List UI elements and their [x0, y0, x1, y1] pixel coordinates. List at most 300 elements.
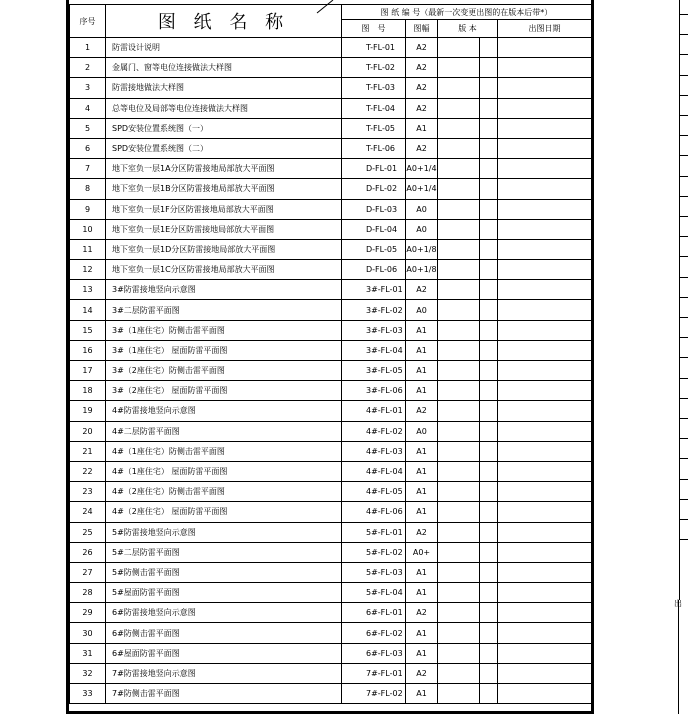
row-no: 17: [70, 361, 106, 381]
row-no: 20: [70, 421, 106, 441]
table-row: [70, 361, 592, 381]
row-version: [438, 381, 480, 401]
row-no: 1: [70, 38, 106, 58]
row-version: [438, 502, 480, 522]
header-date: 出图日期: [498, 20, 592, 38]
row-version: [438, 643, 480, 663]
table-row: [70, 583, 592, 603]
row-version-mark: [480, 138, 498, 158]
row-code: T-FL-06: [342, 138, 406, 158]
title-block-divider: [678, 600, 679, 714]
row-version: [438, 138, 480, 158]
row-code: T-FL-03: [342, 78, 406, 98]
row-date: [498, 603, 592, 623]
row-name: 6#防雷接地竖向示意图: [106, 603, 342, 623]
row-name: 5#二层防雷平面图: [106, 542, 342, 562]
row-version: [438, 199, 480, 219]
row-code: 6#-FL-02: [342, 623, 406, 643]
row-no: 12: [70, 260, 106, 280]
row-date: [498, 320, 592, 340]
title-block-tick: [679, 176, 688, 177]
row-size: A1: [406, 502, 438, 522]
title-block-tick: [679, 337, 688, 338]
row-name: 6#防侧击雷平面图: [106, 623, 342, 643]
row-no: 3: [70, 78, 106, 98]
row-size: A1: [406, 361, 438, 381]
row-version-mark: [480, 381, 498, 401]
row-code: 7#-FL-02: [342, 684, 406, 704]
row-version-mark: [480, 219, 498, 239]
row-date: [498, 401, 592, 421]
row-size: A2: [406, 401, 438, 421]
row-date: [498, 300, 592, 320]
title-block-tick: [679, 14, 688, 15]
table-row: [70, 320, 592, 340]
title-block-tick: [679, 519, 688, 520]
row-code: 3#-FL-04: [342, 340, 406, 360]
row-name: 防雷设计说明: [106, 38, 342, 58]
header-group-title: 图 纸 编 号（最新一次变更出图的在版本后带*）: [342, 5, 592, 20]
row-version-mark: [480, 159, 498, 179]
table-row: [70, 643, 592, 663]
row-date: [498, 583, 592, 603]
row-date: [498, 441, 592, 461]
row-date: [498, 280, 592, 300]
row-no: 27: [70, 562, 106, 582]
row-version-mark: [480, 684, 498, 704]
row-code: 3#-FL-06: [342, 381, 406, 401]
row-date: [498, 502, 592, 522]
row-code: 4#-FL-01: [342, 401, 406, 421]
row-version: [438, 239, 480, 259]
row-size: A0+1/8: [406, 239, 438, 259]
row-date: [498, 219, 592, 239]
row-version: [438, 361, 480, 381]
header-no: 序号: [70, 5, 106, 38]
row-version-mark: [480, 361, 498, 381]
table-row: [70, 522, 592, 542]
row-version-mark: [480, 340, 498, 360]
row-code: T-FL-02: [342, 58, 406, 78]
row-size: A1: [406, 118, 438, 138]
table-row: [70, 502, 592, 522]
row-name: 7#防侧击雷平面图: [106, 684, 342, 704]
row-size: A2: [406, 663, 438, 683]
row-code: 3#-FL-02: [342, 300, 406, 320]
row-no: 30: [70, 623, 106, 643]
row-version-mark: [480, 260, 498, 280]
row-code: 4#-FL-03: [342, 441, 406, 461]
row-version: [438, 603, 480, 623]
row-no: 21: [70, 441, 106, 461]
row-code: 6#-FL-03: [342, 643, 406, 663]
title-block-tick: [679, 357, 688, 358]
table-row: [70, 219, 592, 239]
row-code: D-FL-06: [342, 260, 406, 280]
table-row: [70, 562, 592, 582]
header-row-1: [70, 5, 592, 20]
row-name: 3#（2座住宅）防侧击雷平面图: [106, 361, 342, 381]
row-version-mark: [480, 98, 498, 118]
table-row: [70, 603, 592, 623]
row-size: A2: [406, 138, 438, 158]
row-name: 4#防雷接地竖向示意图: [106, 401, 342, 421]
row-code: D-FL-02: [342, 179, 406, 199]
row-name: 地下室负一层1F分区防雷接地局部放大平面图: [106, 199, 342, 219]
row-date: [498, 159, 592, 179]
row-date: [498, 562, 592, 582]
row-version-mark: [480, 623, 498, 643]
row-size: A1: [406, 562, 438, 582]
row-version: [438, 118, 480, 138]
row-name: 3#防雷接地竖向示意图: [106, 280, 342, 300]
row-no: 26: [70, 542, 106, 562]
row-no: 8: [70, 179, 106, 199]
row-version: [438, 78, 480, 98]
row-size: A0: [406, 300, 438, 320]
row-version: [438, 340, 480, 360]
row-name: 4#（2座住宅）防侧击雷平面图: [106, 482, 342, 502]
row-no: 23: [70, 482, 106, 502]
row-date: [498, 138, 592, 158]
row-name: 6#屋面防雷平面图: [106, 643, 342, 663]
row-version-mark: [480, 199, 498, 219]
row-date: [498, 239, 592, 259]
row-name: 3#（1座住宅） 屋面防雷平面图: [106, 340, 342, 360]
table-row: [70, 461, 592, 481]
table-row: [70, 684, 592, 704]
row-date: [498, 58, 592, 78]
title-block-tick: [679, 216, 688, 217]
row-size: A1: [406, 461, 438, 481]
title-block-tick: [679, 317, 688, 318]
row-date: [498, 663, 592, 683]
row-name: 地下室负一层1A分区防雷接地局部放大平面图: [106, 159, 342, 179]
table-row: [70, 138, 592, 158]
row-code: 7#-FL-01: [342, 663, 406, 683]
row-version-mark: [480, 461, 498, 481]
row-no: 5: [70, 118, 106, 138]
row-version: [438, 58, 480, 78]
row-no: 13: [70, 280, 106, 300]
title-block-tick: [679, 398, 688, 399]
row-name: 4#二层防雷平面图: [106, 421, 342, 441]
row-name: 4#（2座住宅） 屋面防雷平面图: [106, 502, 342, 522]
row-version-mark: [480, 562, 498, 582]
drawing-list-table: [69, 4, 592, 704]
row-size: A0+1/4: [406, 179, 438, 199]
row-version: [438, 522, 480, 542]
table-row: [70, 441, 592, 461]
row-size: A2: [406, 522, 438, 542]
table-row: [70, 401, 592, 421]
row-size: A1: [406, 340, 438, 360]
row-name: 金属门、窗等电位连接做法大样图: [106, 58, 342, 78]
row-version-mark: [480, 78, 498, 98]
row-code: T-FL-04: [342, 98, 406, 118]
table-row: [70, 663, 592, 683]
row-name: 3#（2座住宅） 屋面防雷平面图: [106, 381, 342, 401]
row-no: 33: [70, 684, 106, 704]
row-version-mark: [480, 643, 498, 663]
row-code: D-FL-01: [342, 159, 406, 179]
row-version: [438, 38, 480, 58]
table-row: [70, 300, 592, 320]
row-code: D-FL-03: [342, 199, 406, 219]
row-version: [438, 623, 480, 643]
title-block-panel: [594, 0, 688, 714]
row-code: 4#-FL-06: [342, 502, 406, 522]
row-version-mark: [480, 522, 498, 542]
row-date: [498, 179, 592, 199]
row-code: D-FL-05: [342, 239, 406, 259]
row-size: A2: [406, 78, 438, 98]
row-version-mark: [480, 320, 498, 340]
row-size: A1: [406, 583, 438, 603]
row-date: [498, 482, 592, 502]
title-block-tick: [679, 196, 688, 197]
table-row: [70, 239, 592, 259]
row-code: 5#-FL-01: [342, 522, 406, 542]
row-version-mark: [480, 583, 498, 603]
title-block-tick: [679, 539, 688, 540]
row-no: 32: [70, 663, 106, 683]
row-version-mark: [480, 38, 498, 58]
row-no: 14: [70, 300, 106, 320]
row-size: A0+1/4: [406, 159, 438, 179]
row-name: 7#防雷接地竖向示意图: [106, 663, 342, 683]
row-version: [438, 260, 480, 280]
row-name: 3#二层防雷平面图: [106, 300, 342, 320]
row-no: 25: [70, 522, 106, 542]
row-no: 6: [70, 138, 106, 158]
row-name: 地下室负一层1D分区防雷接地局部放大平面图: [106, 239, 342, 259]
row-size: A2: [406, 280, 438, 300]
row-version: [438, 98, 480, 118]
row-code: 6#-FL-01: [342, 603, 406, 623]
row-no: 9: [70, 199, 106, 219]
table-row: [70, 421, 592, 441]
header-name: 图 纸 名 称: [106, 5, 342, 38]
row-name: 4#（1座住宅）防侧击雷平面图: [106, 441, 342, 461]
row-date: [498, 421, 592, 441]
row-code: 5#-FL-02: [342, 542, 406, 562]
row-size: A2: [406, 38, 438, 58]
row-version: [438, 461, 480, 481]
table-row: [70, 542, 592, 562]
row-date: [498, 522, 592, 542]
title-block-tick: [679, 458, 688, 459]
row-date: [498, 381, 592, 401]
row-date: [498, 340, 592, 360]
row-code: 3#-FL-01: [342, 280, 406, 300]
row-no: 19: [70, 401, 106, 421]
row-version: [438, 684, 480, 704]
title-block-tick: [679, 75, 688, 76]
row-version: [438, 219, 480, 239]
row-version-mark: [480, 401, 498, 421]
row-version: [438, 179, 480, 199]
row-name: SPD安装位置系统图（一）: [106, 118, 342, 138]
row-name: 3#（1座住宅）防侧击雷平面图: [106, 320, 342, 340]
table-row: [70, 38, 592, 58]
row-name: 地下室负一层1C分区防雷接地局部放大平面图: [106, 260, 342, 280]
row-date: [498, 643, 592, 663]
row-no: 16: [70, 340, 106, 360]
header-version: 版 本: [438, 20, 498, 38]
title-block-tick: [679, 95, 688, 96]
row-version: [438, 401, 480, 421]
title-block-tick: [679, 34, 688, 35]
row-date: [498, 98, 592, 118]
row-name: 4#（1座住宅） 屋面防雷平面图: [106, 461, 342, 481]
table-row: [70, 118, 592, 138]
row-name: 5#防侧击雷平面图: [106, 562, 342, 582]
row-date: [498, 199, 592, 219]
table-row: [70, 159, 592, 179]
title-block-tick: [679, 418, 688, 419]
header-size: 图幅: [406, 20, 438, 38]
row-date: [498, 623, 592, 643]
row-code: T-FL-05: [342, 118, 406, 138]
row-no: 10: [70, 219, 106, 239]
row-version: [438, 542, 480, 562]
row-code: 5#-FL-03: [342, 562, 406, 582]
title-block-tick: [679, 54, 688, 55]
row-version-mark: [480, 482, 498, 502]
row-size: A0: [406, 219, 438, 239]
title-block-tick: [679, 256, 688, 257]
title-block-tick: [679, 277, 688, 278]
row-size: A1: [406, 381, 438, 401]
row-size: A2: [406, 603, 438, 623]
row-code: 4#-FL-02: [342, 421, 406, 441]
row-version: [438, 280, 480, 300]
row-size: A1: [406, 441, 438, 461]
row-code: 3#-FL-03: [342, 320, 406, 340]
header-code: 图 号: [342, 20, 406, 38]
row-date: [498, 361, 592, 381]
row-date: [498, 684, 592, 704]
table-row: [70, 98, 592, 118]
title-block-label: 出: [674, 599, 682, 608]
row-version: [438, 562, 480, 582]
row-date: [498, 461, 592, 481]
title-block-tick: [679, 115, 688, 116]
row-no: 7: [70, 159, 106, 179]
table-row: [70, 381, 592, 401]
row-version-mark: [480, 300, 498, 320]
row-date: [498, 38, 592, 58]
row-version-mark: [480, 542, 498, 562]
row-code: 3#-FL-05: [342, 361, 406, 381]
title-block-tick: [679, 236, 688, 237]
title-block-tick: [679, 135, 688, 136]
row-no: 28: [70, 583, 106, 603]
row-code: 5#-FL-04: [342, 583, 406, 603]
row-version-mark: [480, 502, 498, 522]
row-size: A0+1/8: [406, 260, 438, 280]
row-date: [498, 542, 592, 562]
row-date: [498, 118, 592, 138]
title-block-tick: [679, 479, 688, 480]
title-block-tick: [679, 297, 688, 298]
title-block-tick: [679, 499, 688, 500]
row-code: T-FL-01: [342, 38, 406, 58]
row-version: [438, 300, 480, 320]
row-name: SPD安装位置系统图（二）: [106, 138, 342, 158]
table-row: [70, 78, 592, 98]
row-size: A0: [406, 199, 438, 219]
row-code: 4#-FL-04: [342, 461, 406, 481]
row-version-mark: [480, 603, 498, 623]
table-row: [70, 340, 592, 360]
row-size: A2: [406, 58, 438, 78]
row-no: 31: [70, 643, 106, 663]
row-version-mark: [480, 663, 498, 683]
table-row: [70, 260, 592, 280]
table-row: [70, 482, 592, 502]
row-version: [438, 320, 480, 340]
row-size: A1: [406, 684, 438, 704]
title-block-line: [679, 0, 680, 600]
row-date: [498, 260, 592, 280]
table-row: [70, 58, 592, 78]
row-name: 地下室负一层1B分区防雷接地局部放大平面图: [106, 179, 342, 199]
row-no: 24: [70, 502, 106, 522]
row-size: A1: [406, 643, 438, 663]
row-no: 4: [70, 98, 106, 118]
row-version-mark: [480, 239, 498, 259]
row-no: 22: [70, 461, 106, 481]
row-version-mark: [480, 58, 498, 78]
row-code: D-FL-04: [342, 219, 406, 239]
row-version: [438, 441, 480, 461]
title-block-tick: [679, 155, 688, 156]
row-no: 18: [70, 381, 106, 401]
row-version-mark: [480, 179, 498, 199]
row-size: A1: [406, 320, 438, 340]
row-version: [438, 663, 480, 683]
row-version-mark: [480, 441, 498, 461]
row-no: 15: [70, 320, 106, 340]
title-block-tick: [679, 378, 688, 379]
row-version: [438, 583, 480, 603]
row-size: A2: [406, 98, 438, 118]
row-size: A1: [406, 482, 438, 502]
row-name: 5#屋面防雷平面图: [106, 583, 342, 603]
row-name: 防雷接地做法大样图: [106, 78, 342, 98]
table-row: [70, 199, 592, 219]
row-no: 29: [70, 603, 106, 623]
row-code: 4#-FL-05: [342, 482, 406, 502]
table-row: [70, 623, 592, 643]
row-size: A1: [406, 623, 438, 643]
row-date: [498, 78, 592, 98]
row-no: 2: [70, 58, 106, 78]
row-name: 地下室负一层1E分区防雷接地局部放大平面图: [106, 219, 342, 239]
row-size: A0+: [406, 542, 438, 562]
title-block-tick: [679, 438, 688, 439]
row-version: [438, 482, 480, 502]
row-version: [438, 421, 480, 441]
row-version: [438, 159, 480, 179]
row-name: 5#防雷接地竖向示意图: [106, 522, 342, 542]
row-version-mark: [480, 280, 498, 300]
row-size: A0: [406, 421, 438, 441]
row-version-mark: [480, 118, 498, 138]
row-no: 11: [70, 239, 106, 259]
